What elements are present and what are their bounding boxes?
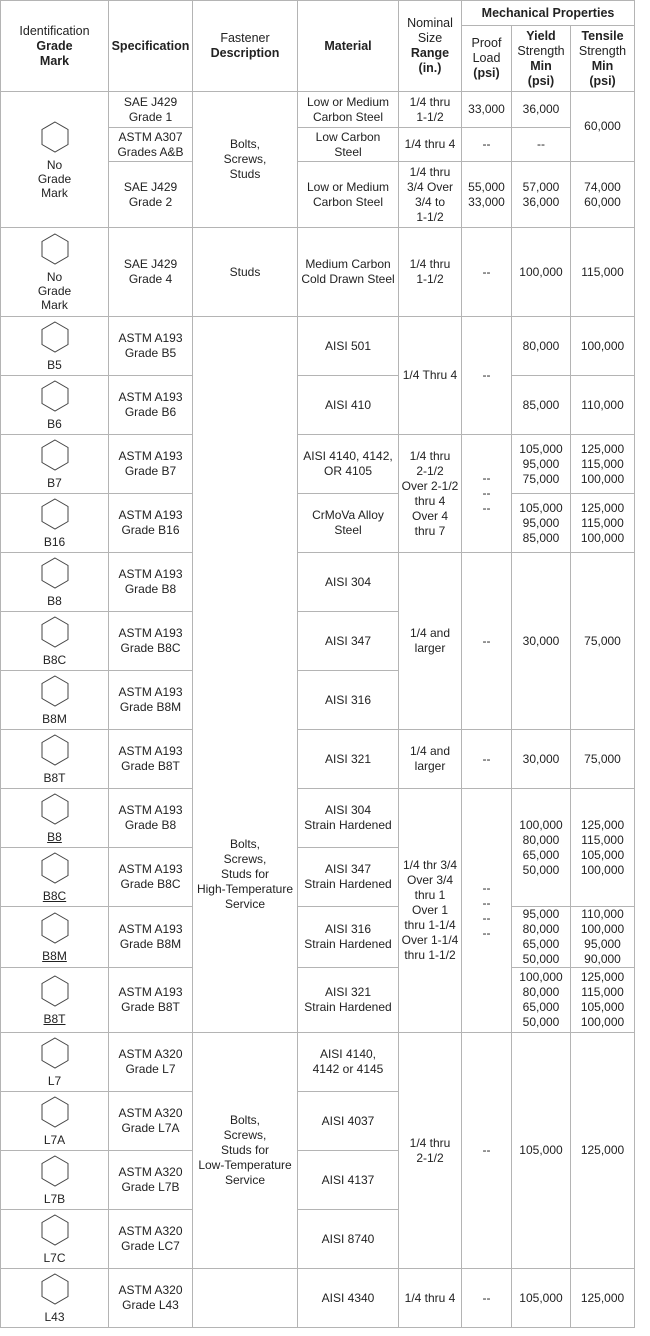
hexagon-icon [3,792,106,830]
tensile-strength-cell: 125,000 [571,1033,635,1269]
size-range-cell: 1/4 and larger [399,553,462,730]
material-cell: Medium Carbon Cold Drawn Steel [298,228,399,317]
specification-cell: ASTM A320 Grade LC7 [109,1210,193,1269]
size-range-cell: 1/4 thru 4 [399,1269,462,1328]
specification-cell: ASTM A193 Grade B8C [109,612,193,671]
specification-cell: ASTM A193 Grade B7 [109,435,193,494]
hexagon-icon [3,120,106,158]
proof-load-cell: -- -- -- [462,435,512,553]
material-cell: AISI 347 [298,612,399,671]
yield-strength-cell: 105,000 95,000 85,000 [512,494,571,553]
material-cell: AISI 316 Strain Hardened [298,907,399,968]
yield-strength-cell: 36,000 [512,92,571,128]
yield-strength-cell: 57,000 36,000 [512,162,571,228]
material-cell: AISI 4340 [298,1269,399,1328]
material-cell: AISI 501 [298,317,399,376]
material-cell: AISI 4137 [298,1151,399,1210]
fastener-description-cell: Bolts, Screws, Studs for High-Temperature Service [193,317,298,1033]
specification-cell: ASTM A320 Grade L7A [109,1092,193,1151]
hexagon-icon [3,556,106,594]
hexagon-icon [3,1272,106,1310]
tensile-strength-cell: 125,000 115,000 100,000 [571,435,635,494]
grade-mark-cell: B8 [1,789,109,848]
size-range-cell: 1/4 thru 4 [399,128,462,162]
size-range-cell: 1/4 thru 2-1/2 Over 2-1/2 thru 4 Over 4 thru 7 [399,435,462,553]
proof-load-cell: 55,000 33,000 [462,162,512,228]
grade-mark-cell: L43 [1,1269,109,1328]
tensile-strength-cell: 74,000 60,000 [571,162,635,228]
proof-load-cell: -- [462,128,512,162]
proof-load-cell: -- -- -- -- [462,789,512,1033]
yield-strength-cell: 100,000 80,000 65,000 50,000 [512,968,571,1033]
yield-strength-cell: 30,000 [512,553,571,730]
hexagon-icon [3,1036,106,1074]
size-range-cell: 1/4 thru 3/4 Over 3/4 to 1-1/2 [399,162,462,228]
specification-cell: ASTM A193 Grade B8M [109,671,193,730]
hexagon-icon [3,497,106,535]
specification-cell: SAE J429 Grade 1 [109,92,193,128]
hexagon-icon [3,379,106,417]
hexagon-icon [3,674,106,712]
hexagon-icon [3,438,106,476]
tensile-strength-cell: 125,000 [571,1269,635,1328]
grade-mark-cell: B8T [1,968,109,1033]
material-cell: AISI 8740 [298,1210,399,1269]
tensile-strength-cell: 75,000 [571,553,635,730]
tensile-strength-cell: 75,000 [571,730,635,789]
size-range-cell: 1/4 and larger [399,730,462,789]
specification-cell: ASTM A193 Grade B5 [109,317,193,376]
proof-load-cell: -- [462,730,512,789]
hexagon-icon [3,974,106,1012]
proof-load-cell: -- [462,553,512,730]
header-material: Material [298,1,399,92]
hexagon-icon [3,851,106,889]
material-cell: AISI 321 [298,730,399,789]
grade-mark-cell: L7 [1,1033,109,1092]
fastener-description-cell-empty [193,1269,298,1328]
tensile-strength-cell: 110,000 100,000 95,000 90,000 [571,907,635,968]
specification-cell: ASTM A193 Grade B6 [109,376,193,435]
hexagon-icon [3,733,106,771]
material-cell: AISI 4140, 4142 or 4145 [298,1033,399,1092]
header-tensile-strength: Tensile Strength Min (psi) [571,26,635,92]
specification-cell: ASTM A193 Grade B16 [109,494,193,553]
material-cell: AISI 4140, 4142, OR 4105 [298,435,399,494]
grade-mark-cell: B8C [1,848,109,907]
yield-strength-cell: 30,000 [512,730,571,789]
grade-mark-cell: B16 [1,494,109,553]
grade-mark-cell: L7C [1,1210,109,1269]
material-cell: Low Carbon Steel [298,128,399,162]
hexagon-icon [3,1213,106,1251]
specification-cell: ASTM A193 Grade B8T [109,968,193,1033]
proof-load-cell: -- [462,228,512,317]
hexagon-icon [3,320,106,358]
grade-mark-cell: No Grade Mark [1,92,109,228]
material-cell: AISI 304 [298,553,399,612]
yield-strength-cell: 80,000 [512,317,571,376]
yield-strength-cell: -- [512,128,571,162]
material-cell: AISI 410 [298,376,399,435]
grade-mark-cell: L7B [1,1151,109,1210]
specification-cell: ASTM A193 Grade B8M [109,907,193,968]
header-nominal-size-range: Nominal Size Range (in.) [399,1,462,92]
material-cell: AISI 4037 [298,1092,399,1151]
specification-cell: SAE J429 Grade 4 [109,228,193,317]
material-cell: AISI 321 Strain Hardened [298,968,399,1033]
yield-strength-cell: 100,000 [512,228,571,317]
fastener-description-cell: Bolts, Screws, Studs for Low-Temperature Service [193,1033,298,1269]
grade-mark-cell: B8C [1,612,109,671]
size-range-cell: 1/4 thru 1-1/2 [399,228,462,317]
grade-mark-cell: L7A [1,1092,109,1151]
yield-strength-cell: 105,000 [512,1033,571,1269]
header-yield-strength: Yield Strength Min (psi) [512,26,571,92]
hexagon-icon [3,615,106,653]
header-identification: Identification Grade Mark [1,1,109,92]
proof-load-cell: -- [462,317,512,435]
hexagon-icon [3,1095,106,1133]
grade-mark-cell: B8 [1,553,109,612]
material-cell: CrMoVa Alloy Steel [298,494,399,553]
grade-mark-cell: B6 [1,376,109,435]
yield-strength-cell: 95,000 80,000 65,000 50,000 [512,907,571,968]
proof-load-cell: 33,000 [462,92,512,128]
grade-mark-cell: B8M [1,671,109,730]
yield-strength-cell: 100,000 80,000 65,000 50,000 [512,789,571,907]
specification-cell: ASTM A193 Grade B8 [109,789,193,848]
material-cell: AISI 316 [298,671,399,730]
fastener-description-cell: Studs [193,228,298,317]
header-fastener-description: Fastener Description [193,1,298,92]
header-specification: Specification [109,1,193,92]
proof-load-cell: -- [462,1033,512,1269]
grade-mark-cell: B7 [1,435,109,494]
specification-cell: ASTM A193 Grade B8T [109,730,193,789]
tensile-strength-cell: 100,000 [571,317,635,376]
tensile-strength-cell: 125,000 115,000 105,000 100,000 [571,789,635,907]
specification-cell: ASTM A320 Grade L7B [109,1151,193,1210]
hexagon-icon [3,232,106,270]
fastener-description-cell: Bolts, Screws, Studs [193,92,298,228]
specification-cell: ASTM A193 Grade B8C [109,848,193,907]
specification-cell: ASTM A307 Grades A&B [109,128,193,162]
size-range-cell: 1/4 thru 1-1/2 [399,92,462,128]
grade-mark-cell: B8T [1,730,109,789]
tensile-strength-cell: 125,000 115,000 105,000 100,000 [571,968,635,1033]
header-proof-load: Proof Load (psi) [462,26,512,92]
proof-load-cell: -- [462,1269,512,1328]
specification-cell: SAE J429 Grade 2 [109,162,193,228]
yield-strength-cell: 105,000 [512,1269,571,1328]
material-cell: Low or Medium Carbon Steel [298,162,399,228]
tensile-strength-cell: 60,000 [571,92,635,162]
size-range-cell: 1/4 thru 2-1/2 [399,1033,462,1269]
yield-strength-cell: 85,000 [512,376,571,435]
hexagon-icon [3,911,106,949]
specification-cell: ASTM A320 Grade L43 [109,1269,193,1328]
specification-cell: ASTM A193 Grade B8 [109,553,193,612]
size-range-cell: 1/4 Thru 4 [399,317,462,435]
header-mechanical-properties: Mechanical Properties [462,1,635,26]
tensile-strength-cell: 110,000 [571,376,635,435]
tensile-strength-cell: 115,000 [571,228,635,317]
tensile-strength-cell: 125,000 115,000 100,000 [571,494,635,553]
grade-mark-cell: B5 [1,317,109,376]
material-cell: AISI 347 Strain Hardened [298,848,399,907]
material-cell: Low or Medium Carbon Steel [298,92,399,128]
material-cell: AISI 304 Strain Hardened [298,789,399,848]
hexagon-icon [3,1154,106,1192]
yield-strength-cell: 105,000 95,000 75,000 [512,435,571,494]
grade-mark-cell: No Grade Mark [1,228,109,317]
specification-cell: ASTM A320 Grade L7 [109,1033,193,1092]
size-range-cell: 1/4 thr 3/4 Over 3/4 thru 1 Over 1 thru 1-1/4 Over 1-1/4 thru 1-1/2 [399,789,462,1033]
grade-mark-cell: B8M [1,907,109,968]
